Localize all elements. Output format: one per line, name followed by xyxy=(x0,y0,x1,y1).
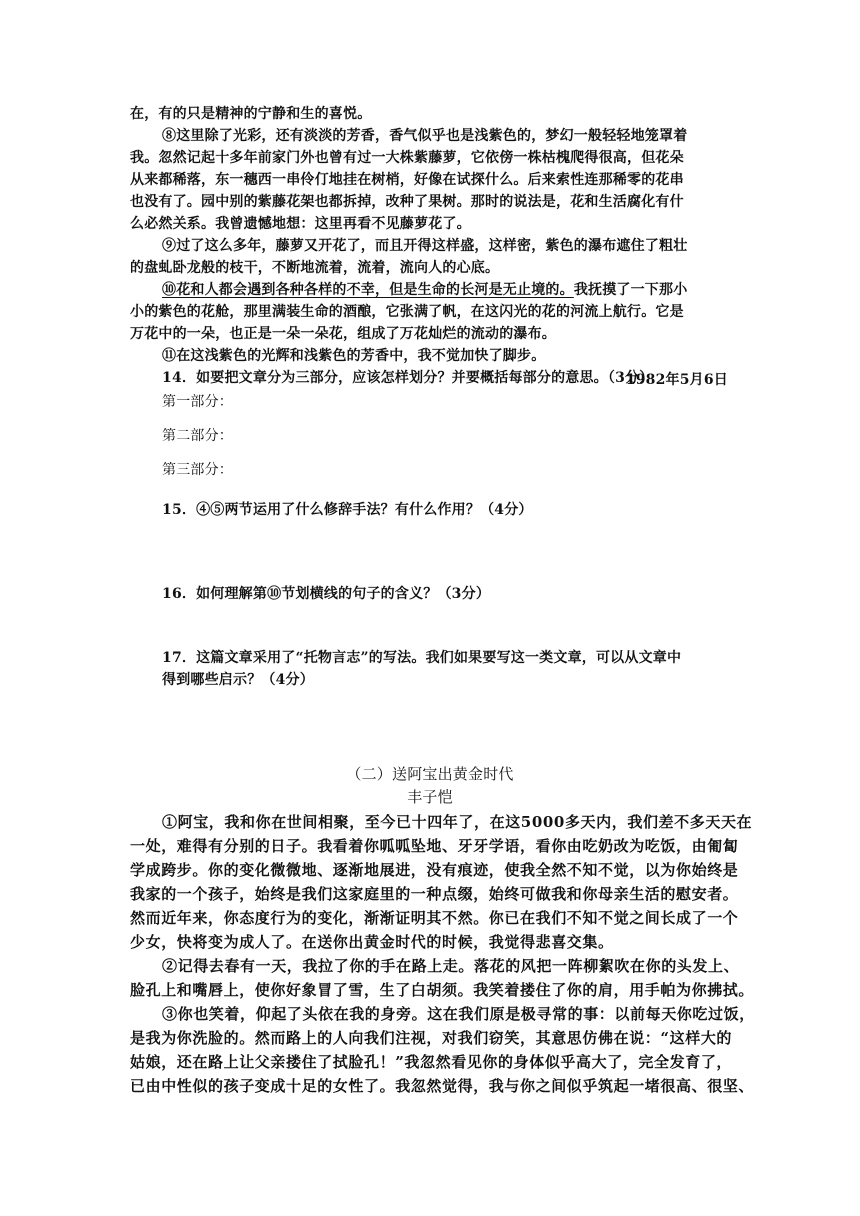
passage2-line: 已由中性似的孩子变成十足的女性了。我忽然觉得，我与你之间似乎筑起一堵很高、很坚、 xyxy=(130,1077,755,1095)
passage1-line: 从来都稀落，东一穗西一串伶仃地挂在树梢，好像在试探什么。后来索性连那稀零的花串 xyxy=(130,172,684,188)
passage2-author: 丰子恺 xyxy=(407,788,453,806)
passage2-line: 我家的一个孩子，始终是我们这家庭里的一种点缀，始终可做我和你母亲生活的慰安者。 xyxy=(130,885,739,903)
question-15: 15．④⑤两节运用了什么修辞手法？有什么作用？（4分） xyxy=(162,502,533,518)
passage2-line: 然而近年来，你态度行为的变化，渐渐证明其不然。你已在我们不知不觉之间长成了一个 xyxy=(130,909,739,927)
passage2-line: ①阿宝，我和你在世间相聚，至今已十四年了，在这5000多天内，我们差不多天天在 xyxy=(162,813,753,831)
passage1-line: 么必然关系。我曾遗憾地想：这里再看不见藤萝花了。 xyxy=(130,216,471,232)
passage1-line: ⑧这里除了光彩，还有淡淡的芳香，香气似乎也是浅紫色的，梦幻一般轻轻地笼罩着 xyxy=(162,128,688,144)
answer-label-part1: 第一部分： xyxy=(162,394,233,410)
paragraph10-first-line xyxy=(162,280,730,300)
paragraph10-rest: 我抚摸了一下那小 xyxy=(573,282,688,298)
answer-label-part2: 第二部分： xyxy=(162,428,233,444)
question-17-line2: 得到哪些启示？（4分） xyxy=(162,672,314,688)
passage1-line: 小的紫色的花舱，那里满装生命的酒酿，它张满了帆，在这闪光的花的河流上航行。它是 xyxy=(130,304,684,320)
passage2-line: 学成跨步。你的变化微微地、逐渐地展进，没有痕迹，使我全然不知不觉，以为你始终是 xyxy=(130,861,739,879)
question-17-line1: 17．这篇文章采用了“托物言志”的写法。我们如果要写这一类文章，可以从文章中 xyxy=(162,650,682,666)
passage2-line: ②记得去春有一天，我拉了你的手在路上走。落花的风把一阵柳絮吹在你的头发上、 xyxy=(162,957,740,975)
passage2-line: 一处，难得有分别的日子。我看着你呱呱坠地、牙牙学语，看你由吃奶改为吃饭，由匍匐 xyxy=(130,837,739,855)
passage1-line: 的盘虬卧龙般的枝干，不断地流着，流着，流向人的心底。 xyxy=(130,260,500,276)
passage1-line: 我。忽然记起十多年前家门外也曾有过一大株紫藤萝，它依傍一株枯槐爬得很高，但花朵 xyxy=(130,150,684,166)
passage2-line: 少女，快将变为成人了。在送你出黄金时代的时候，我觉得悲喜交集。 xyxy=(130,933,614,951)
passage2-line: ③你也笑着，仰起了头依在我的身旁。这在我们原是极寻常的事：以前每天你吃过饭， xyxy=(162,1005,755,1023)
passage2-line: 姑娘，还在路上让父亲搂住了拭脸孔！”我忽然看见你的身体似乎高大了，完全发育了， xyxy=(130,1053,733,1071)
passage1-line: 万花中的一朵，也正是一朵一朵花，组成了万花灿烂的流动的瀑布。 xyxy=(130,326,556,342)
passage1-date: 1982年5月6日 xyxy=(625,372,728,388)
passage1-line: 在，有的只是精神的宁静和生的喜悦。 xyxy=(130,106,372,122)
passage2-title: （二）送阿宝出黄金时代 xyxy=(346,765,514,783)
question-16: 16．如何理解第⑩节划横线的句子的含义？（3分） xyxy=(162,586,491,602)
answer-label-part3: 第三部分： xyxy=(162,462,233,478)
passage1-line: ⑨过了这么多年，藤萝又开花了，而且开得这样盛，这样密，紫色的瀑布遮住了粗壮 xyxy=(162,238,688,254)
question-14: 14．如要把文章分为三部分，应该怎样划分？并要概括每部分的意思。（3分） xyxy=(162,370,654,386)
underlined-sentence: ⑩花和人都会遇到各种各样的不幸，但是生命的长河是无止境的。 xyxy=(162,282,574,298)
passage1-line: ⑪在这浅紫色的光辉和浅紫色的芳香中，我不觉加快了脚步。 xyxy=(162,348,546,364)
passage2-line: 是我为你洗脸的。然而路上的人向我们注视，对我们窃笑，其意思仿佛在说：“这样大的 xyxy=(130,1029,733,1047)
passage1-line: 也没有了。园中别的紫藤花架也都拆掉，改种了果树。那时的说法是，花和生活腐化有什 xyxy=(130,194,684,210)
passage2-line: 脸孔上和嘴唇上，使你好象冒了雪，生了白胡须。我笑着搂住了你的肩，用手帕为你拂拭。 xyxy=(130,981,755,999)
